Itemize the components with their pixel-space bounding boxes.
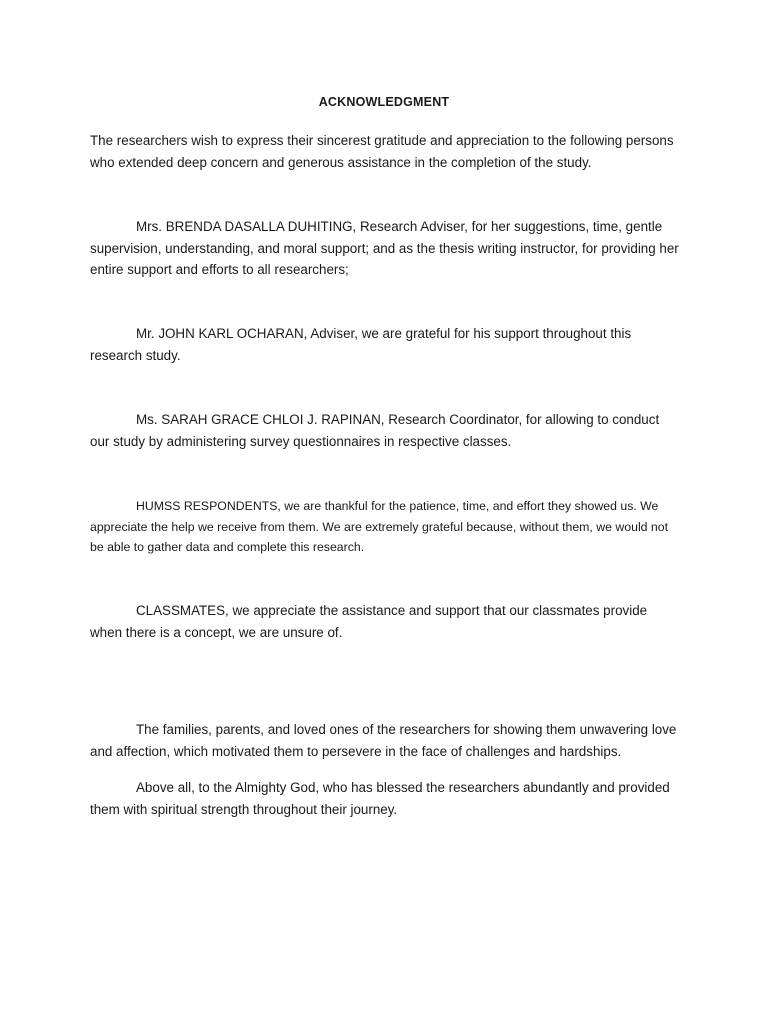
respondents-paragraph: HUMSS RESPONDENTS, we are thankful for the patience, time, and effort they showed us. We appreciate the help we receive from them. We are extremely grateful because, without them, we would not be able to gather data and complete this research. (90, 499, 669, 554)
research-coordinator-paragraph: Ms. SARAH GRACE CHLOI J. RAPINAN, Research Coordinator, for allowing to conduct our study by administering survey questionnaires in respective classes. (90, 412, 660, 449)
families-paragraph: The families, parents, and loved ones of the researchers for showing them unwavering love and affection, which motivated them to persevere in the face of challenges and hardships. (90, 722, 677, 759)
intro-paragraph: The researchers wish to express their sincerest gratitude and appreciation to the following persons who extended deep concern and generous assistance in the completion of the study. (90, 133, 674, 170)
adviser-paragraph: Mr. JOHN KARL OCHARAN, Adviser, we are grateful for his support throughout this research study. (90, 326, 632, 363)
classmates-paragraph: CLASSMATES, we appreciate the assistance and support that our classmates provide when there is a concept, we are unsure of. (90, 603, 648, 640)
research-adviser-paragraph: Mrs. BRENDA DASALLA DUHITING, Research Adviser, for her suggestions, time, gentle supervision, understanding, and moral support; and as the thesis writing instructor, for providing her entire support and efforts to all researchers; (90, 219, 679, 277)
almighty-god-paragraph: Above all, to the Almighty God, who has blessed the researchers abundantly and provided them with spiritual strength throughout their journey. (90, 780, 670, 817)
page-title: ACKNOWLEDGMENT (318, 95, 450, 109)
